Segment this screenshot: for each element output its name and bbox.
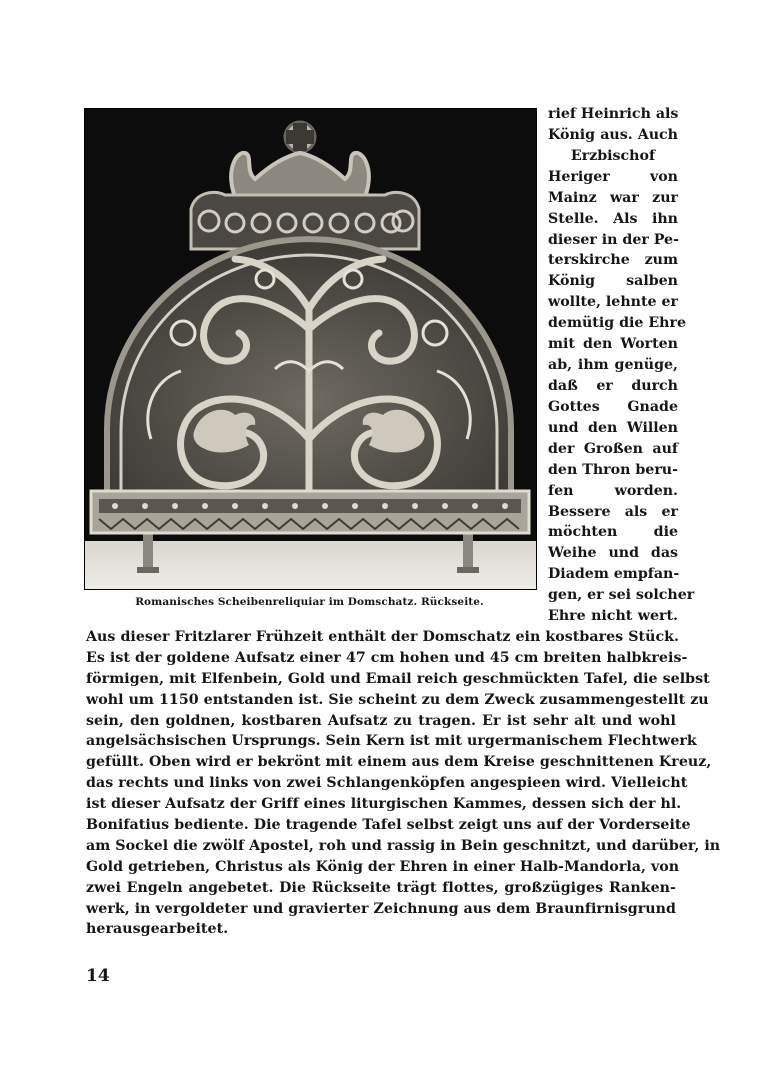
side-text-line: Heriger von	[548, 168, 678, 185]
side-text-line: wollte, lehnte er	[548, 294, 678, 311]
side-text-line: Diadem empfan-	[548, 566, 680, 583]
body-text-line: gefüllt. Oben wird er bekrönt mit einem aus dem Kreise geschnittenen Kreuz,	[86, 754, 712, 771]
side-text-column	[548, 104, 695, 627]
side-text-line: den Thron beru-	[548, 461, 678, 478]
side-text-line: König salben	[548, 273, 678, 290]
side-text-line: dieser in der Pe-	[548, 231, 679, 248]
body-text-line: das rechts und links von zwei Schlangenköpfen angespieen wird. Vielleicht	[86, 775, 688, 792]
side-text-line: rief Heinrich als	[548, 106, 679, 122]
side-text-line: Gottes Gnade	[548, 398, 678, 415]
side-text-line: terskirche zum	[548, 252, 678, 269]
body-text-line: Es ist der goldene Aufsatz einer 47 cm hohen und 45 cm breiten halbkreis-	[86, 649, 688, 666]
side-text-line: Bessere als er	[548, 503, 678, 520]
side-text-line: Ehre nicht wert.	[548, 608, 678, 625]
body-text-line: förmigen, mit Elfenbein, Gold und Email reich geschmückten Tafel, die selbst	[86, 670, 710, 687]
body-text-line: wohl um 1150 entstanden ist. Sie scheint zu dem Zweck zusammengestellt zu	[86, 691, 709, 708]
body-text-line: am Sockel die zwölf Apostel, roh und rassig in Bein geschnitzt, und darüber, in	[86, 837, 721, 854]
body-text-line: herausgearbeitet.	[86, 921, 229, 938]
side-text-line: fen worden.	[548, 482, 678, 499]
body-text-line: Aus dieser Fritzlarer Frühzeit enthält der Domschatz ein kostbares Stück.	[86, 629, 680, 645]
side-text-line: mit den Worten	[548, 336, 678, 353]
body-text-line: Gold getrieben, Christus als König der Ehren in einer Halb-Mandorla, von	[86, 858, 680, 875]
side-text-line: demütig die Ehre	[548, 315, 686, 332]
body-text-line: sein, den goldnen, kostbaren Aufsatz zu tragen. Er ist sehr alt und wohl	[86, 712, 676, 729]
side-text-line: gen, er sei solcher	[548, 587, 695, 604]
body-text-line: zwei Engeln angebetet. Die Rückseite trägt flottes, großzügiges Ranken-	[86, 879, 676, 896]
body-text-line: ist dieser Aufsatz der Griff eines liturgischen Kammes, dessen sich der hl.	[86, 796, 682, 813]
body-text-line: werk, in vergoldeter und gravierter Zeichnung aus dem Braunfirnisgrund	[86, 900, 676, 917]
side-text-line: Mainz war zur	[548, 189, 678, 206]
side-text-line: König aus. Auch	[548, 126, 678, 143]
figure-caption: Romanisches Scheibenreliquiar im Domschatz. Rückseite.	[135, 596, 484, 608]
page-number: 14	[86, 966, 110, 986]
side-text-line: Erzbischof	[570, 147, 656, 164]
body-text-line: angelsächsischen Ursprungs. Sein Kern ist mit urgermanischem Flechtwerk	[86, 733, 697, 750]
side-text-line: daß er durch	[548, 377, 678, 394]
side-text-line: Stelle. Als ihn	[548, 210, 678, 227]
reliquary-photograph	[84, 108, 537, 590]
side-text-line: Weihe und das	[548, 545, 678, 562]
side-text-line: der Großen auf	[548, 440, 678, 457]
body-text-line: Bonifatius bediente. Die tragende Tafel selbst zeigt uns auf der Vorderseite	[86, 817, 691, 834]
side-text-line: ab, ihm genüge,	[548, 357, 678, 374]
side-text-line: möchten die	[548, 524, 678, 541]
main-text-block	[86, 627, 721, 940]
side-text-line: und den Willen	[548, 419, 678, 436]
